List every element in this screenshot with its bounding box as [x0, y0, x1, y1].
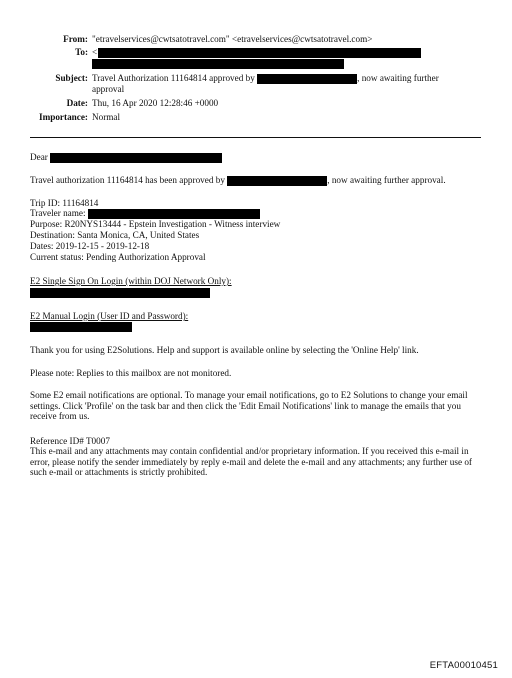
disclaimer-text: This e-mail and any attachments may contain confidential and/or proprietary information. If you received this e-mail in error, please notify the sender immediately by reply e-mail and delete the e-mail and any attachments; any further use of such e-mail or attachments is strictly prohibited.: [30, 446, 472, 478]
to-value: [92, 47, 421, 58]
header-divider: [30, 137, 481, 138]
subject-suffix: , now awaiting further: [357, 73, 439, 83]
subject-label: Subject:: [55, 73, 88, 83]
date-value: Thu, 16 Apr 2020 12:28:46 +0000: [92, 98, 219, 108]
approval-line: [30, 175, 446, 186]
purpose: Purpose: R20NYS13444 - Epstein Investigation - Witness interview: [30, 219, 281, 229]
date-label: Date:: [66, 98, 88, 108]
document-id: EFTA00010451: [429, 660, 498, 671]
from-value: "etravelservices@cwtsatotravel.com" <etravelservices@cwtsatotravel.com>: [92, 34, 373, 44]
traveler-line: [30, 208, 260, 219]
redaction-bar: [257, 74, 357, 84]
importance-label: Importance:: [39, 112, 88, 122]
redaction-bar: [88, 209, 260, 219]
redaction-bar: [50, 153, 222, 163]
dear-text: Dear: [30, 152, 48, 162]
mailbox-note: Please note: Replies to this mailbox are not monitored.: [30, 368, 232, 378]
subject-prefix: Travel Authorization 11164814 approved by: [92, 73, 255, 83]
destination: Destination: Santa Monica, CA, United States: [30, 230, 200, 240]
approved-prefix: Travel authorization 11164814 has been approved by: [30, 175, 225, 185]
reference-id: Reference ID# T0007: [30, 436, 110, 446]
redaction-bar: [30, 288, 210, 298]
sso-login-label: E2 Single Sign On Login (within DOJ Network Only):: [30, 276, 232, 286]
thanks-text: Thank you for using E2Solutions. Help and support is available online by selecting the 'Online Help' link.: [30, 345, 419, 355]
greeting-line: [30, 152, 222, 163]
redaction-bar: [92, 59, 344, 69]
to-prefix: <: [92, 47, 98, 57]
redaction-bar: [98, 48, 421, 58]
redaction-bar: [30, 322, 132, 332]
redaction-bar: [227, 176, 327, 186]
from-label: From:: [63, 34, 88, 44]
dates: Dates: 2019-12-15 - 2019-12-18: [30, 241, 150, 251]
trip-id: Trip ID: 11164814: [30, 198, 99, 208]
manual-login-label: E2 Manual Login (User ID and Password):: [30, 311, 189, 321]
subject-value: [92, 73, 439, 84]
importance-value: Normal: [92, 112, 121, 122]
traveler-label: Traveler name:: [30, 208, 86, 218]
current-status: Current status: Pending Authorization Approval: [30, 252, 206, 262]
to-label: To:: [75, 47, 88, 57]
notifications-text: Some E2 email notifications are optional. To manage your email notifications, go to E2 Solutions to change your email settings. Click 'Profile' on the task bar and then click the 'Edit Email Notifications' link to manage the emails that you receive from us.: [30, 390, 468, 422]
subject-line2: approval: [92, 84, 125, 94]
approved-suffix: , now awaiting further approval.: [327, 175, 446, 185]
